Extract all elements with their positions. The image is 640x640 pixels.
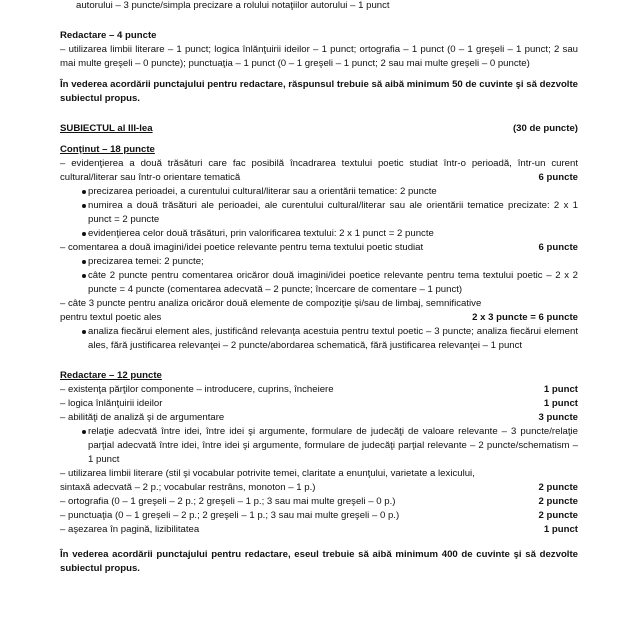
continut-heading: Conţinut – 18 puncte: [60, 144, 155, 155]
item2-row: [60, 241, 578, 255]
item3-text-b: pentru textul poetic ales: [60, 312, 162, 323]
item1-bullet-text: evidenţierea celor două trăsături, prin valorificarea textului: 2 x 1 punct = 2 puncte: [88, 228, 434, 239]
bullet-icon: [82, 274, 86, 278]
subiect3-points: (30 de puncte): [512, 123, 578, 134]
item3-row-a: [60, 297, 578, 311]
redactare2-row-points: 1 punct: [543, 384, 578, 395]
redactare2-row-points: 3 puncte: [538, 412, 578, 423]
bullet-icon: [82, 232, 86, 236]
item1-bullet: [60, 227, 578, 241]
redactare2-row: [60, 523, 578, 537]
bullet-icon: [82, 330, 86, 334]
redactare2-row-points: 1 punct: [543, 524, 578, 535]
redactare2-row-text: – ortografia (0 – 1 greşeli – 2 p.; 2 greşeli – 1 p.; 3 sau mai multe greşeli – 0 p.): [60, 496, 396, 507]
item2-text: – comentarea a două imagini/idei poetice relevante pentru tema textului poetic studiat: [60, 242, 424, 253]
item3-bullet-text: analiza fiecărui element ales, justificând relevanţa acestuia pentru textul poetic – 3 puncte; analiza fiecărui element ales, fără justificarea relevanţei – 2 puncte/abordarea schematică, fără justificarea relevanţei – 1 punct: [88, 326, 578, 351]
item3-points: 2 x 3 puncte = 6 puncte: [472, 312, 578, 323]
redactare2-row-text: – punctuaţia (0 – 1 greşeli – 2 p.; 2 greşeli – 1 p.; 3 sau mai multe greşeli – 0 p.): [60, 510, 400, 521]
redactare2-row: [60, 495, 578, 509]
item1-points: 6 puncte: [538, 172, 578, 183]
top-fragment-text: autorului – 3 puncte/simpla precizare a rolului notaţiilor autorului – 1 punct: [76, 0, 390, 11]
argument-bullet-text: relaţie adecvată între idei, între idei şi argumente, formulare de judecăţi de valoare relevante – 3 puncte/relaţie parţial adecvată între idei, între idei şi argumente, formulare de judecăţi parţial relevante – 2 puncte/schematism – 1 punct: [88, 426, 578, 465]
item1-bullet-text: numirea a două trăsături ale perioadei, ale curentului cultural/literar sau ale orientării tematice precizate: 2 x 1 punct = 2 puncte: [88, 200, 578, 225]
redactare1-note: În vederea acordării punctajului pentru redactare, răspunsul trebuie să aibă minimum 50 de cuvinte şi să dezvolte subiectul propus.: [60, 79, 578, 104]
limba-text-a: – utilizarea limbii literare (stil şi vocabular potrivite temei, claritate a enunţului, varietate a lexicului,: [60, 468, 475, 479]
limba-row-a: [60, 467, 578, 481]
redactare2-note: În vederea acordării punctajului pentru redactare, eseul trebuie să aibă minimum 400 de cuvinte şi să dezvolte subiectul propus.: [60, 549, 578, 574]
item2-points: 6 puncte: [538, 242, 578, 253]
redactare2-row-text: – abilităţi de analiză şi de argumentare: [60, 412, 225, 423]
item2-bullet: [60, 269, 578, 297]
redactare2-heading: Redactare – 12 puncte: [60, 370, 162, 381]
grading-scheme: [60, 0, 578, 576]
subiect3-title: SUBIECTUL al III-lea: [60, 123, 153, 134]
item3-text-a: – câte 3 puncte pentru analiza oricăror două elemente de compoziţie şi/sau de limbaj, semnificative: [60, 298, 482, 309]
bullet-icon: [82, 260, 86, 264]
item3-bullet: [60, 325, 578, 353]
redactare2-row: [60, 411, 578, 425]
item1-text: – evidenţierea a două trăsături care fac posibilă încadrarea textului poetic studiat într-o perioadă, într-un curent cultural/literar sau într-o orientare tematică: [60, 158, 578, 183]
bullet-icon: [82, 204, 86, 208]
redactare2-row-points: 2 puncte: [538, 510, 578, 521]
item1-bullet: [60, 185, 578, 199]
argument-bullet: [60, 425, 578, 467]
redactare2-row: [60, 509, 578, 523]
redactare2-row-text: – existenţa părţilor componente – introducere, cuprins, încheiere: [60, 384, 334, 395]
item1-block: [60, 157, 578, 185]
redactare2-row: [60, 397, 578, 411]
item1-bullet: [60, 199, 578, 227]
item3-row-b: [60, 311, 578, 325]
limba-text-b: sintaxă adecvată – 2 p.; vocabular restrâns, monoton – 1 p.): [60, 482, 316, 493]
bullet-icon: [82, 430, 86, 434]
limba-row-b: [60, 481, 578, 495]
redactare2-row-text: – logica înlănţuirii ideilor: [60, 398, 163, 409]
item2-bullet: [60, 255, 578, 269]
bullet-icon: [82, 190, 86, 194]
top-fragment-line: [60, 0, 578, 13]
subiect3-title-row: [60, 122, 578, 136]
item2-bullet-text: precizarea temei: 2 puncte;: [88, 256, 204, 267]
redactare2-row-points: 1 punct: [543, 398, 578, 409]
redactare1-text: – utilizarea limbii literare – 1 punct; logica înlănţuirii ideilor – 1 punct; ortografia – 1 punct (0 – 1 greşeli – 1 punct; 2 sau mai multe greşeli – 0 puncte); punctuaţia – 1 punct (0 – 1 greşeli – 1 punct; 2 sau mai multe greşeli – 0 puncte): [60, 44, 578, 69]
redactare2-row-text: – aşezarea în pagină, lizibilitatea: [60, 524, 200, 535]
limba-points: 2 puncte: [538, 482, 578, 493]
redactare2-row: [60, 383, 578, 397]
item1-bullet-text: precizarea perioadei, a curentului cultural/literar sau a orientării tematice: 2 puncte: [88, 186, 437, 197]
item2-bullet-text: câte 2 puncte pentru comentarea oricăror două imagini/idei poetice relevante pentru tema textului poetic – 2 x 2 puncte = 4 puncte (comentarea adecvată – 2 puncte; încercare de comentare – 1 punct): [88, 270, 578, 295]
redactare2-row-points: 2 puncte: [538, 496, 578, 507]
redactare1-heading: Redactare – 4 puncte: [60, 30, 157, 41]
